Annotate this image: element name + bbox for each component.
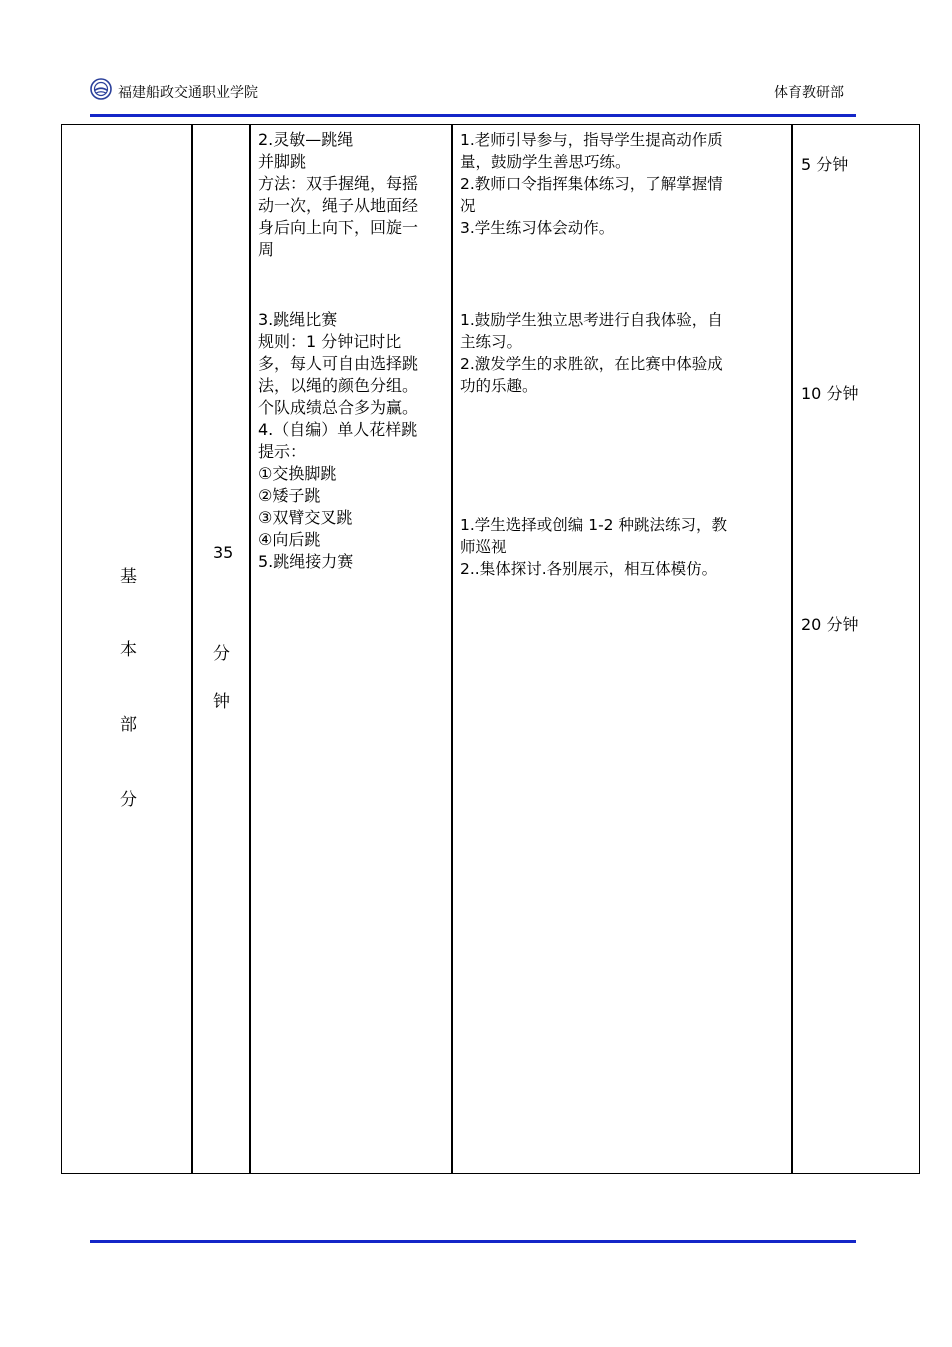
method-line: 3.学生练习体会动作。 [460, 219, 615, 237]
content-line: 动一次，绳子从地面经 [258, 196, 419, 215]
method-line: 2.激发学生的求胜欲，在比赛中体验成 [460, 355, 723, 373]
content-line: 2.灵敏—跳绳 [258, 130, 354, 149]
page-header [90, 74, 856, 118]
content-line: ①交换脚跳 [258, 464, 337, 483]
column-divider [451, 125, 453, 1173]
content-line: 方法：双手握绳，每摇 [258, 174, 419, 193]
column-divider [249, 125, 251, 1173]
method-line: 2.教师口令指挥集体练习，了解掌握情 [460, 175, 723, 193]
method-block-1 [460, 129, 723, 239]
college-emblem-icon [90, 78, 112, 100]
time-allocation: 20 分钟 [801, 615, 859, 634]
content-line: 法，以绳的颜色分组。 [258, 376, 419, 395]
content-line: 3.跳绳比赛 [258, 310, 338, 329]
method-line: 1.学生选择或创编 1-2 种跳法练习，教 [460, 516, 727, 534]
method-block-2 [460, 309, 723, 397]
column-divider [791, 125, 793, 1173]
method-line: 功的乐趣。 [460, 377, 538, 395]
header-rule [90, 114, 856, 117]
duration-unit-char: 分 [213, 644, 230, 664]
content-line: 并脚跳 [258, 152, 307, 171]
content-line: 4.（自编）单人花样跳 [258, 420, 418, 439]
institution-name: 福建船政交通职业学院 [118, 85, 258, 101]
content-line: 周 [258, 240, 275, 259]
content-line: 5.跳绳接力赛 [258, 552, 354, 571]
time-allocation: 10 分钟 [801, 384, 859, 403]
section-char: 分 [120, 790, 137, 810]
method-line: 师巡视 [460, 538, 507, 556]
content-line: 规则：1 分钟记时比 [258, 332, 402, 351]
content-line: ④向后跳 [258, 530, 321, 549]
method-line: 主练习。 [460, 333, 523, 351]
content-line: ②矮子跳 [258, 486, 321, 505]
section-char: 基 [120, 567, 137, 587]
method-line: 2..集体探讨.各别展示，相互体模仿。 [460, 560, 718, 578]
column-divider [191, 125, 193, 1173]
method-line: 况 [460, 197, 476, 215]
method-line: 量，鼓励学生善思巧练。 [460, 153, 631, 171]
content-line: ③双臂交叉跳 [258, 508, 353, 527]
lesson-plan-table [61, 124, 920, 1174]
section-char: 部 [120, 715, 137, 735]
content-block-competition [258, 309, 418, 573]
content-line: 身后向上向下，回旋一 [258, 218, 419, 237]
content-line: 提示： [258, 442, 307, 461]
content-block-agility [258, 129, 418, 261]
method-line: 1.鼓励学生独立思考进行自我体验，自 [460, 311, 723, 329]
duration-number: 35 [213, 543, 234, 562]
footer-rule [90, 1240, 856, 1243]
content-line: 多，每人可自由选择跳 [258, 354, 419, 373]
method-line: 1.老师引导参与，指导学生提高动作质 [460, 131, 723, 149]
method-block-3 [460, 514, 727, 580]
department-name: 体育教研部 [774, 85, 844, 101]
time-allocation: 5 分钟 [801, 155, 849, 174]
section-char: 本 [120, 640, 137, 660]
content-line: 个队成绩总合多为赢。 [258, 398, 419, 417]
duration-unit-char: 钟 [213, 692, 230, 712]
